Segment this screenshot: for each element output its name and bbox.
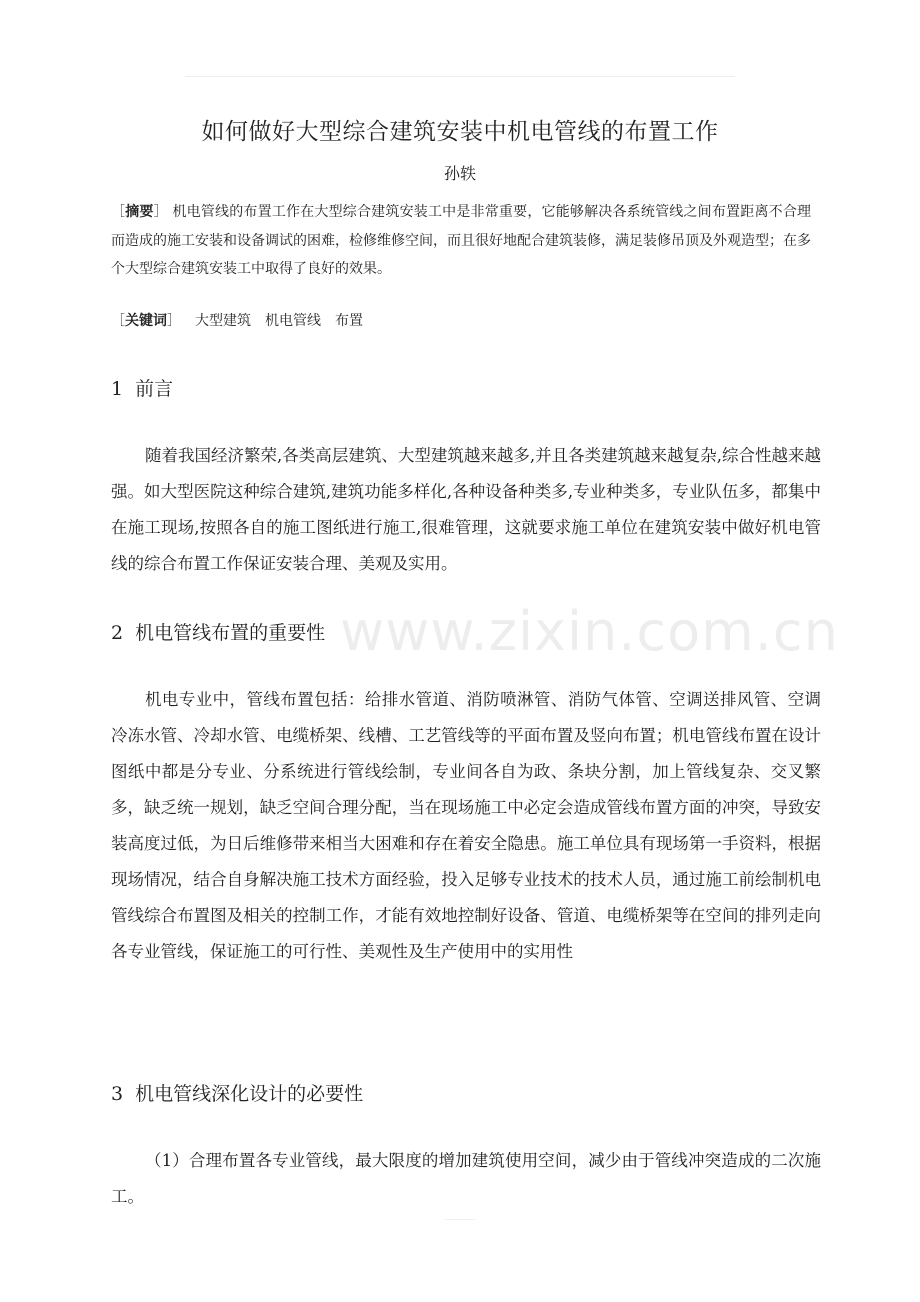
abstract: [111, 198, 811, 284]
document-title: 如何做好大型综合建筑安装中机电管线的布置工作: [201, 119, 719, 145]
keywords-label: 关键词: [125, 313, 167, 329]
keywords-bracket-open: ［: [111, 313, 125, 329]
keyword-item: 大型建筑: [195, 313, 251, 329]
section-heading-text: 前言: [135, 378, 174, 400]
paragraph: 随着我国经济繁荣,各类高层建筑、大型建筑越来越多,并且各类建筑越来越复杂,综合性越来越强。如大型医院这种综合建筑,建筑功能多样化,各种设备种类多,专业种类多，专业队伍多，都集中在施工现场,按照各自的施工图纸进行施工,很难管理，这就要求施工单位在建筑安装中做好机电管线的综合布置工作保证安装合理、美观及实用。: [111, 446, 821, 573]
footer-divider: [445, 1219, 475, 1220]
keywords: [111, 307, 811, 335]
abstract-bracket-close: ］: [153, 204, 168, 220]
keywords-bracket-close: ］: [167, 313, 181, 329]
section-heading-text: 机电管线深化设计的必要性: [135, 1083, 364, 1105]
section-heading: [111, 1079, 811, 1109]
section-heading: [111, 374, 811, 404]
section-number: 2: [111, 622, 124, 644]
abstract-label: 摘要: [125, 204, 154, 220]
paragraph: （1）合理布置各专业管线，最大限度的增加建筑使用空间，减少由于管线冲突造成的二次施工。: [111, 1151, 821, 1206]
section-heading-text: 机电管线布置的重要性: [135, 622, 326, 644]
abstract-text: 机电管线的布置工作在大型综合建筑安装工中是非常重要，它能够解决各系统管线之间布置距离不合理而造成的施工安装和设备调试的困难，检修维修空间，而且很好地配合建筑装修，满足装修吊顶及外观造型；在多个大型综合建筑安装工中取得了良好的效果。: [111, 204, 812, 277]
abstract-bracket-open: ［: [111, 204, 126, 220]
section-number: 1: [111, 378, 124, 400]
document-author: 孙轶: [443, 164, 476, 183]
header-divider: [185, 76, 735, 77]
keyword-item: 布置: [335, 313, 363, 329]
watermark: www.zixin.com.cn: [340, 600, 839, 663]
paragraph: 机电专业中，管线布置包括：给排水管道、消防喷淋管、消防气体管、空调送排风管、空调冷冻水管、冷却水管、电缆桥架、线槽、工艺管线等的平面布置及竖向布置；机电管线布置在设计图纸中都是分专业、分系统进行管线绘制，专业间各自为政、条块分割，加上管线复杂、交叉繁多，缺乏统一规划，缺乏空间合理分配，当在现场施工中必定会造成管线布置方面的冲突，导致安装高度过低，为日后维修带来相当大困难和存在着安全隐患。施工单位具有现场第一手资料，根据现场情况，结合自身解决施工技术方面经验，投入足够专业技术的技术人员，通过施工前绘制机电管线综合布置图及相关的控制工作，才能有效地控制好设备、管道、电缆桥架等在空间的排列走向各专业管线，保证施工的可行性、美观性及生产使用中的实用性: [111, 690, 821, 961]
section-number: 3: [111, 1083, 124, 1105]
keyword-item: 机电管线: [265, 313, 321, 329]
